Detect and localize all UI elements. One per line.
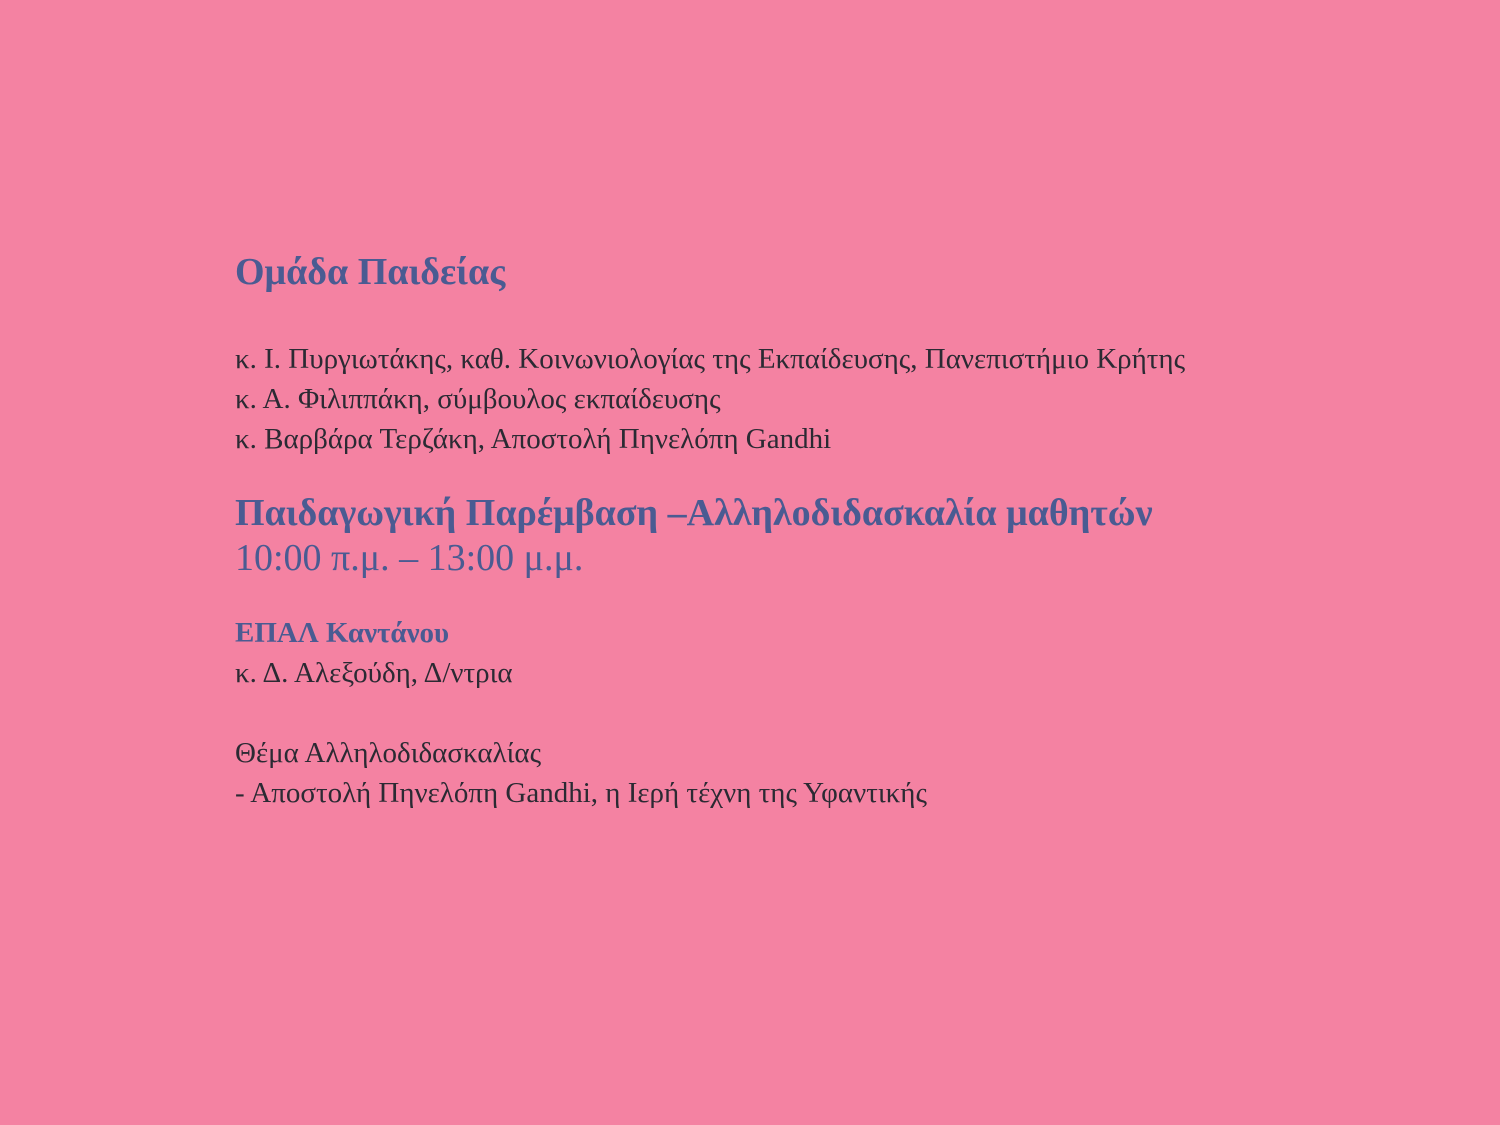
topic-label: Θέμα Αλληλοδιδασκαλίας xyxy=(235,737,542,769)
topic-text: - Αποστολή Πηνελόπη Gandhi, η Ιερή τέχνη της Υφαντικής xyxy=(235,777,927,809)
team-member-3: κ. Βαρβάρα Τερζάκη, Αποστολή Πηνελόπη Gandhi xyxy=(235,423,832,455)
team-member-1: κ. Ι. Πυργιωτάκης, καθ. Κοινωνιολογίας της Εκπαίδευσης, Πανεπιστήμιο Κρήτης xyxy=(235,343,1186,375)
team-heading: Ομάδα Παιδείας xyxy=(235,251,506,293)
school-name: ΕΠΑΛ Καντάνου xyxy=(235,617,450,649)
intervention-time: 10:00 π.μ. – 13:00 μ.μ. xyxy=(235,537,584,579)
document-content xyxy=(235,250,1455,813)
school-director: κ. Δ. Αλεξούδη, Δ/ντρια xyxy=(235,657,513,689)
intervention-heading: Παιδαγωγική Παρέμβαση –Αλληλοδιδασκαλία μαθητών xyxy=(235,492,1153,534)
team-member-2: κ. Α. Φιλιππάκη, σύμβουλος εκπαίδευσης xyxy=(235,383,721,415)
